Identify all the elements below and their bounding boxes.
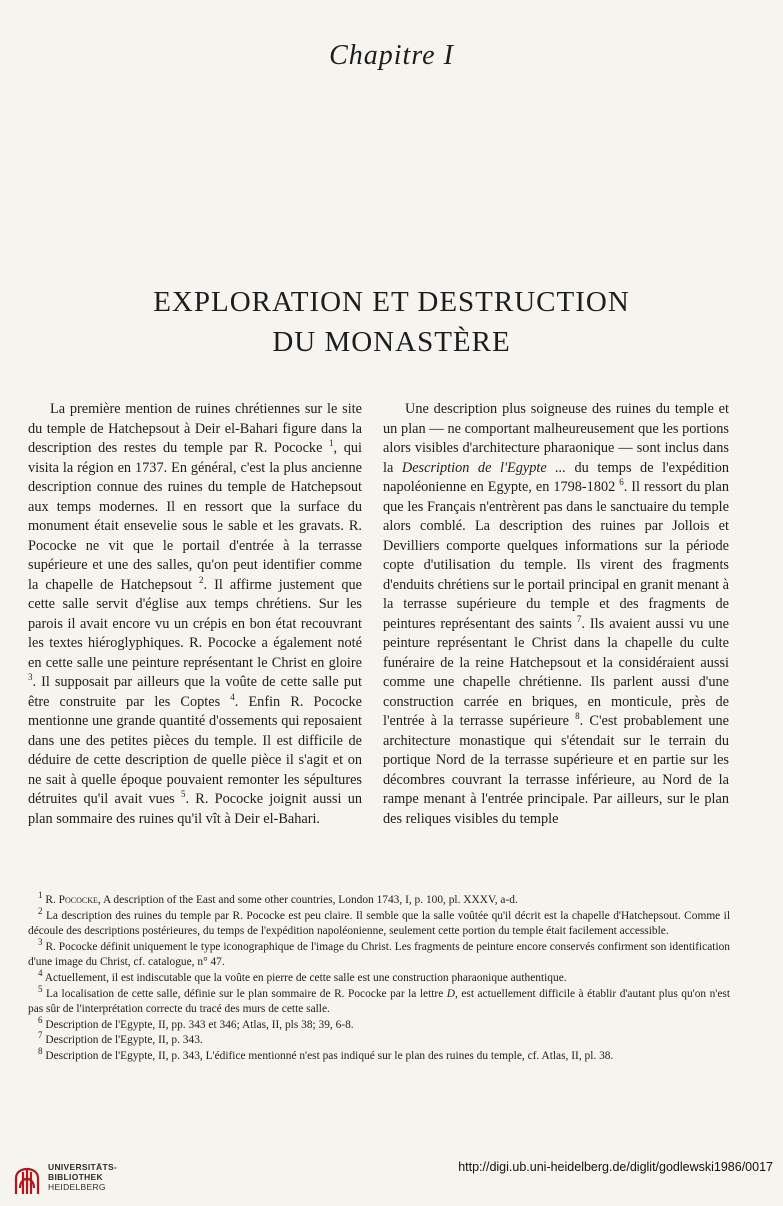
footnote-number: 5 [38, 983, 43, 994]
footnote-number: 4 [38, 968, 43, 979]
footnote-ref[interactable]: 3 [28, 672, 33, 683]
footnote [28, 1030, 730, 1049]
chapter-heading: Chapitre I [329, 40, 454, 71]
text-run: . Il ressort du plan que les Français n'entrèrent pas dans le sanctuaire du temple alors comblé. La description des ruines par Jollois et Devilliers comporte quelques informations sur la période copte d'utilisation du temple. Ils virent des fragments d'enduits chrétiens sur le portail principal en granit menant à la terrasse supérieure du temple et des fragments de peintures représentant des saints [383, 479, 729, 632]
footnote-number: 3 [38, 936, 43, 947]
text-run: Description de l'Egypte, II, p. 343. [45, 1034, 203, 1047]
logo-line-3: HEIDELBERG [48, 1182, 106, 1192]
text-column-left [28, 400, 362, 829]
text-run: . Il affirme justement que cette salle servit d'église aux temps chrétiens. Sur les parois il avait encore vu un crépis en bon état recouvrant les textes hiéroglyphiques. R. Pococke a également noté en cette salle une peinture représentant le Christ en gloire [28, 576, 362, 671]
logo-line-2: BIBLIOTHEK [48, 1172, 103, 1182]
digital-source-link[interactable]: http://digi.ub.uni-heidelberg.de/diglit/godlewski1986/0017 [458, 1160, 773, 1174]
author-name: R. Pococke [45, 894, 98, 906]
text-run: La description des ruines du temple par R. Pococke est peu claire. Il semble que la salle voûtée qu'il décrit est la chapelle d'Hatchepsout. Comme il découle des descriptions postérieures, du temps de l'expédition napoléonienne, seulement cette portion du temple était facilement accessible. [28, 909, 730, 938]
text-run: La première mention de ruines chrétiennes sur le site du temple de Hatchepsout à Deir el-Bahari figure dans la description des restes du temple par R. Pococke [28, 401, 362, 456]
text-run: Description de l'Egypte, II, p. 343, L'édifice mentionné n'est pas indiqué sur le plan des ruines du temple, cf. Atlas, II, pl. 38. [45, 1049, 614, 1062]
text-run: Une description plus soigneuse des ruines du temple et un plan — ne comportant malheureusement que les portions alors visibles d'architecture pharaonique — sont inclus dans la [383, 401, 729, 476]
text-run: . C'est probablement une architecture monastique qui s'étendait sur le terrain du portique Nord de la terrasse supérieure et en partie sur les décombres couvrant la terrasse inférieure, au Nord de la rampe menant à l'entrée principale. Par ailleurs, sur le plan des reliques visibles du temple [383, 713, 729, 827]
footnote-ref[interactable]: 6 [619, 477, 624, 488]
paragraph-right [383, 400, 729, 829]
footnotes [28, 890, 730, 1065]
footnote-ref[interactable]: 4 [230, 691, 235, 702]
title-line-1: EXPLORATION ET DESTRUCTION [153, 286, 630, 318]
text-column-right [383, 400, 729, 829]
footnote [28, 983, 730, 1018]
library-shield-icon [12, 1158, 42, 1198]
text-run: du temps de l'expédition napoléonienne en Egypte, en 1798-1802 [383, 459, 729, 495]
text-run: , est actuellement difficile à établir d'autant plus qu'on n'est pas sûr de l'interprétation correcte du tracé des murs de cette salle. [28, 987, 730, 1016]
footnote-ref[interactable]: 8 [575, 711, 580, 722]
text-run: . Ils avaient aussi vu une peinture représentant le Christ dans la chapelle du culte funéraire de la reine Hatchepsout et la considéraient aussi comme une chapelle chrétienne. Ils parlent aussi d'une construction carrée en briques, en monticule, près de l'entrée à la terrasse supérieure [383, 615, 729, 729]
text-run: . Enfin R. Pococke mentionne une grande quantité d'ossements qui reposaient dans une des petites pièces du temple. Il est difficile de déduire de cette description de quelle pièce il s'agit et on ne sait à quelle époque pouvaient remonter les sépultures détruites qu'il avait vues [28, 693, 362, 807]
italic-text: Description de l'Egypte ... [401, 459, 566, 476]
text-run: Actuellement, il est indiscutable que la voûte en pierre de cette salle est une construction pharaonique authentique. [44, 971, 567, 984]
page-title [0, 282, 783, 362]
footnote-number: 6 [38, 1014, 43, 1025]
text-run: R. Pococke définit uniquement le type iconographique de l'image du Christ. Les fragments de peinture encore conservés confirment son identification d'une image du Christ, cf. catalogue, n° 47. [28, 940, 730, 969]
paragraph-left [28, 400, 362, 829]
italic-text: D [446, 987, 455, 1000]
footnote-number: 2 [38, 905, 43, 916]
footnote [28, 968, 730, 987]
page-footer [0, 1148, 783, 1206]
footnote-ref[interactable]: 5 [180, 789, 186, 800]
text-run: La localisation de cette salle, définie sur le plan sommaire de R. Pococke par la lettre [46, 987, 447, 1000]
footnote [28, 890, 730, 909]
text-run: , A description of the East and some other countries, London 1743, I, p. 100, pl. XXXV, a-d. [97, 894, 518, 906]
footnote-number: 7 [38, 1030, 43, 1041]
library-logo[interactable] [12, 1158, 142, 1198]
logo-line-1: UNIVERSITÄTS- [48, 1162, 118, 1172]
footnote [28, 1014, 730, 1034]
library-logo-text [48, 1162, 117, 1192]
footnote-ref[interactable]: 7 [576, 613, 582, 624]
text-run: Description de l'Egypte, II, pp. 343 et 346; Atlas, II, pls 38; 39, 6-8. [45, 1018, 354, 1031]
footnote [28, 905, 730, 940]
text-run: , qui visita la région en 1737. En général, c'est la plus ancienne description connue des ruines du temple de Hatchepsout aux temps modernes. Il en ressort que la surface du monument était ensevelie sous le sable et les gravats. R. Pococke ne vit que le portail d'entrée à la terrasse supérieure et une des salles, qu'on peut identifier comme la chapelle de Hatchepsout [28, 440, 363, 593]
footnote-number: 8 [38, 1046, 43, 1057]
footnote-ref[interactable]: 1 [329, 438, 334, 449]
footnote-ref[interactable]: 2 [199, 574, 204, 585]
text-run: . Il supposait par ailleurs que la voûte de cette salle put être construite par les Coptes [28, 674, 362, 710]
footnote [28, 936, 730, 971]
footnote [28, 1046, 730, 1065]
footnote-number: 1 [38, 890, 43, 901]
text-run: . R. Pococke joignit aussi un plan sommaire des ruines qu'il vît à Deir el-Bahari. [28, 791, 362, 827]
title-line-2: DU MONASTÈRE [272, 326, 511, 358]
